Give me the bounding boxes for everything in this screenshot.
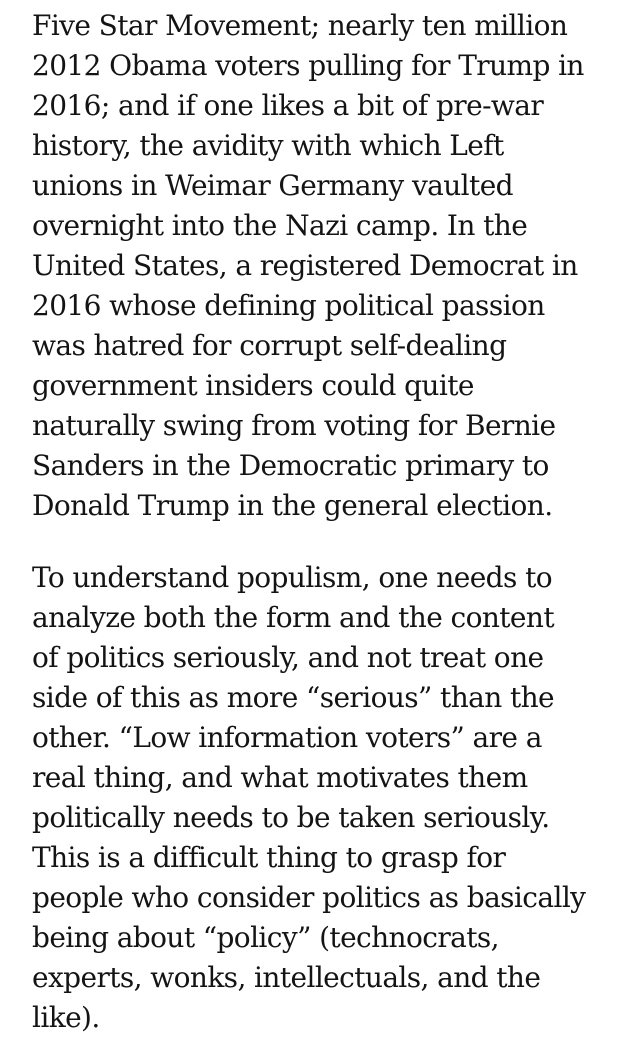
- text-line: overnight into the Nazi camp. In the: [32, 209, 528, 242]
- text-line: history, the avidity with which Left: [32, 129, 504, 162]
- text-line: 2016 whose defining political passion: [32, 289, 545, 322]
- text-line: politically needs to be taken seriously.: [32, 801, 550, 834]
- text-line: Five Star Movement; nearly ten million: [32, 9, 568, 42]
- text-line: other. “Low information voters” are a: [32, 721, 542, 754]
- text-line: analyze both the form and the content: [32, 601, 554, 634]
- paragraph-1: [32, 6, 632, 526]
- text-line: United States, a registered Democrat in: [32, 249, 578, 282]
- text-line: government insiders could quite: [32, 369, 474, 402]
- text-line: 2012 Obama voters pulling for Trump in: [32, 49, 584, 82]
- text-line: side of this as more “serious” than the: [32, 681, 555, 714]
- text-line: was hatred for corrupt self-dealing: [32, 329, 507, 362]
- text-line: This is a difficult thing to grasp for: [32, 841, 506, 874]
- text-line: naturally swing from voting for Bernie: [32, 409, 556, 442]
- paragraph-2: [32, 558, 632, 1038]
- text-line: Sanders in the Democratic primary to: [32, 449, 549, 482]
- text-line: unions in Weimar Germany vaulted: [32, 169, 513, 202]
- text-line: 2016; and if one likes a bit of pre-war: [32, 89, 544, 122]
- text-line: like).: [32, 1001, 100, 1034]
- text-line: To understand populism, one needs to: [32, 561, 552, 594]
- text-line: people who consider politics as basically: [32, 881, 586, 914]
- text-line: of politics seriously, and not treat one: [32, 641, 544, 674]
- text-line: being about “policy” (technocrats,: [32, 921, 499, 954]
- text-line: real thing, and what motivates them: [32, 761, 528, 794]
- text-line: Donald Trump in the general election.: [32, 489, 553, 522]
- text-line: experts, wonks, intellectuals, and the: [32, 961, 541, 994]
